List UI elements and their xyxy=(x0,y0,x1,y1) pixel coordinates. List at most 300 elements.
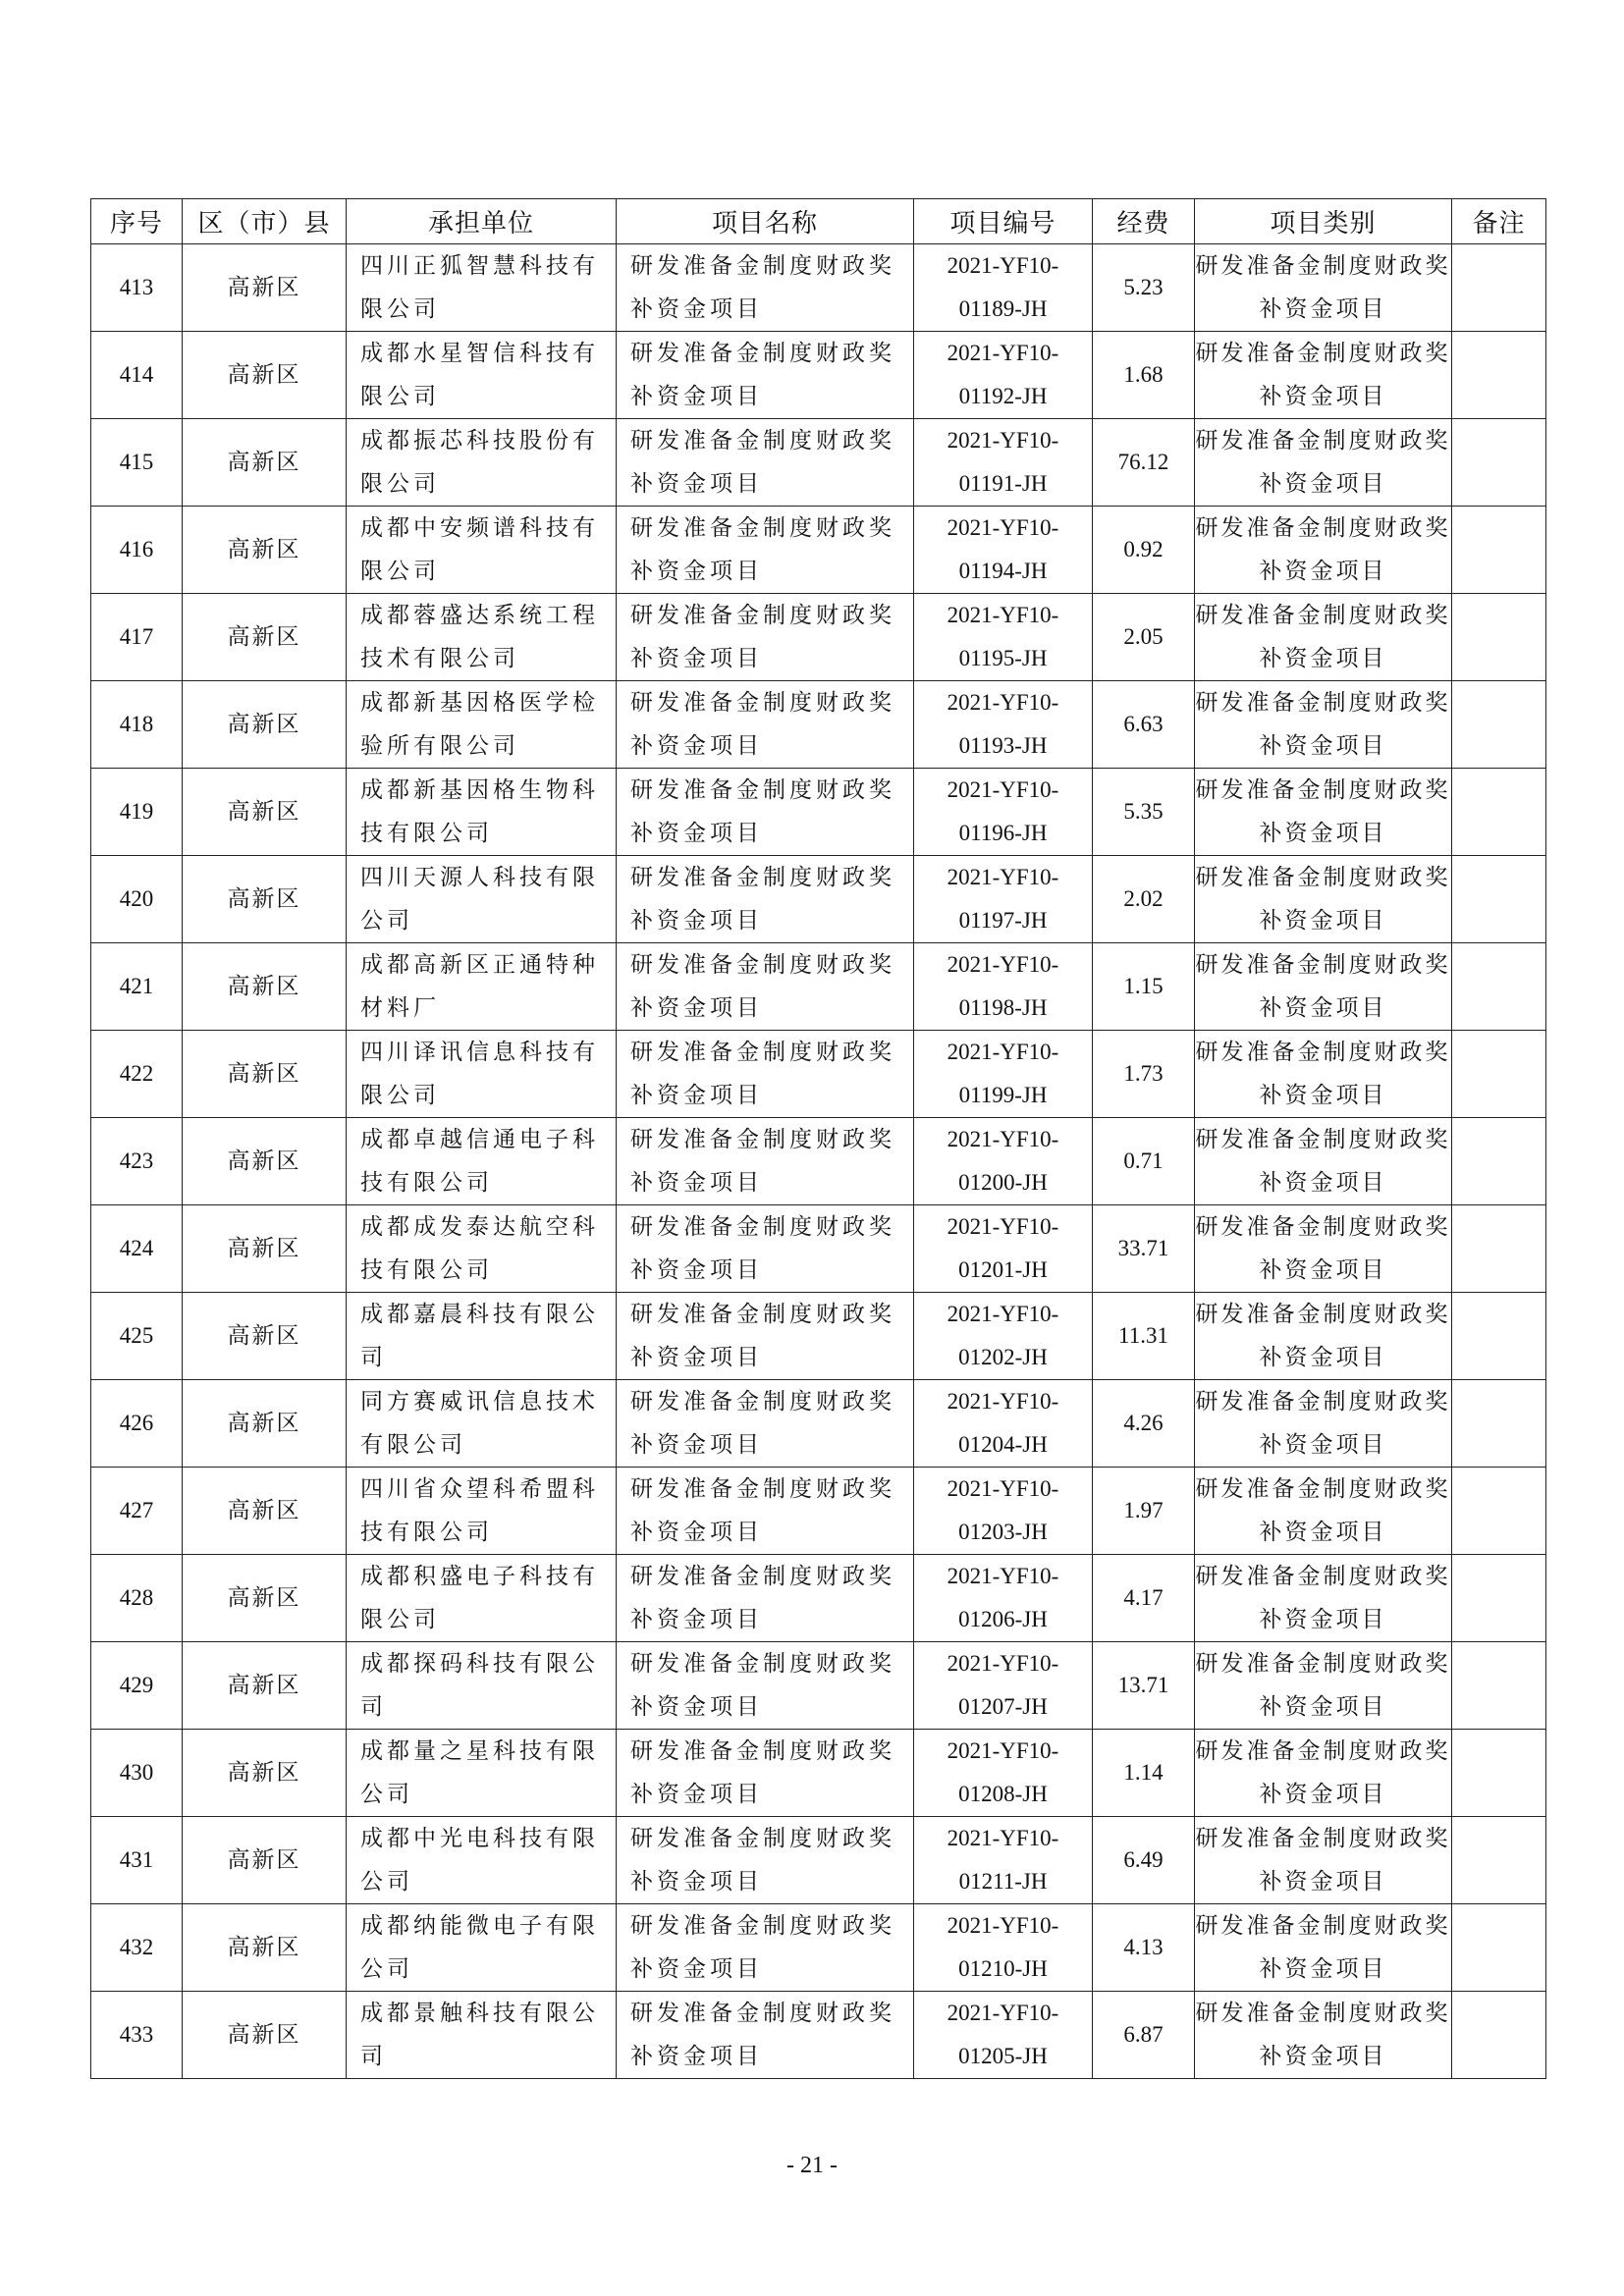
cell-fund: 5.35 xyxy=(1093,769,1195,856)
cell-unit xyxy=(347,1293,617,1380)
table-row xyxy=(91,1904,1546,1992)
project-code-line-2: 01202-JH xyxy=(958,1345,1048,1369)
cell-county: 高新区 xyxy=(183,1380,347,1468)
cell-project-code xyxy=(914,507,1093,594)
cell-unit xyxy=(347,1118,617,1205)
project-code-line-2: 01194-JH xyxy=(958,559,1048,583)
cell-unit-text: 成都蓉盛达系统工程技术有限公司 xyxy=(360,603,599,671)
cell-category xyxy=(1195,1904,1452,1992)
header-fund: 经费 xyxy=(1093,199,1195,244)
cell-project-name-text: 研发准备金制度财政奖补资金项目 xyxy=(630,777,895,846)
cell-unit xyxy=(347,1904,617,1992)
cell-project-code xyxy=(914,1205,1093,1293)
cell-fund: 5.23 xyxy=(1093,244,1195,332)
cell-project-code xyxy=(914,1817,1093,1904)
cell-fund: 2.05 xyxy=(1093,594,1195,681)
cell-category xyxy=(1195,1730,1452,1817)
cell-project-name-text: 研发准备金制度财政奖补资金项目 xyxy=(630,690,895,759)
cell-project-name-text: 研发准备金制度财政奖补资金项目 xyxy=(630,1826,895,1895)
cell-project-name-text: 研发准备金制度财政奖补资金项目 xyxy=(630,341,895,409)
cell-category-text: 研发准备金制度财政奖补资金项目 xyxy=(1195,515,1451,584)
cell-project-code xyxy=(914,1555,1093,1642)
cell-category-text: 研发准备金制度财政奖补资金项目 xyxy=(1195,1389,1451,1458)
cell-unit xyxy=(347,332,617,419)
table-row xyxy=(91,856,1546,943)
cell-fund: 2.02 xyxy=(1093,856,1195,943)
project-code-line-2: 01195-JH xyxy=(958,646,1048,670)
cell-note xyxy=(1452,1205,1546,1293)
project-code-line-2: 01192-JH xyxy=(958,384,1048,408)
cell-category-text: 研发准备金制度财政奖补资金项目 xyxy=(1195,1738,1451,1807)
cell-project-name-text: 研发准备金制度财政奖补资金项目 xyxy=(630,1040,895,1108)
cell-seq: 432 xyxy=(91,1904,183,1992)
table-row xyxy=(91,419,1546,507)
project-code-line-2: 01193-JH xyxy=(958,733,1048,758)
project-code-line-1: 2021-YF10- xyxy=(947,1389,1059,1414)
cell-unit-text: 四川天源人科技有限公司 xyxy=(360,865,599,934)
cell-category-text: 研发准备金制度财政奖补资金项目 xyxy=(1195,1651,1451,1720)
cell-project-name xyxy=(617,1468,914,1555)
table-row xyxy=(91,594,1546,681)
cell-unit-text: 成都成发泰达航空科技有限公司 xyxy=(360,1214,599,1283)
cell-category xyxy=(1195,419,1452,507)
page-number: - 21 - xyxy=(786,2153,838,2178)
cell-county: 高新区 xyxy=(183,332,347,419)
cell-unit-text: 四川省众望科希盟科技有限公司 xyxy=(360,1476,599,1545)
cell-category-text: 研发准备金制度财政奖补资金项目 xyxy=(1195,1214,1451,1283)
cell-category-text: 研发准备金制度财政奖补资金项目 xyxy=(1195,865,1451,934)
cell-category xyxy=(1195,769,1452,856)
cell-project-name-text: 研发准备金制度财政奖补资金项目 xyxy=(630,1214,895,1283)
cell-county: 高新区 xyxy=(183,1555,347,1642)
cell-seq: 423 xyxy=(91,1118,183,1205)
project-code-line-1: 2021-YF10- xyxy=(947,865,1059,889)
cell-unit-text: 成都卓越信通电子科技有限公司 xyxy=(360,1127,599,1196)
cell-note xyxy=(1452,332,1546,419)
cell-county: 高新区 xyxy=(183,1031,347,1118)
cell-unit-text: 成都景触科技有限公司 xyxy=(360,2001,599,2069)
cell-project-name xyxy=(617,1730,914,1817)
cell-category xyxy=(1195,681,1452,769)
project-code-line-2: 01200-JH xyxy=(958,1170,1048,1195)
header-unit: 承担单位 xyxy=(347,199,617,244)
table-row xyxy=(91,1642,1546,1730)
cell-category xyxy=(1195,332,1452,419)
cell-fund: 0.92 xyxy=(1093,507,1195,594)
cell-seq: 416 xyxy=(91,507,183,594)
cell-project-code xyxy=(914,1642,1093,1730)
table-row xyxy=(91,1293,1546,1380)
cell-unit-text: 成都新基因格生物科技有限公司 xyxy=(360,777,599,846)
cell-note xyxy=(1452,594,1546,681)
header-county: 区（市）县 xyxy=(183,199,347,244)
cell-project-name xyxy=(617,1992,914,2079)
cell-county: 高新区 xyxy=(183,1904,347,1992)
cell-project-name-text: 研发准备金制度财政奖补资金项目 xyxy=(630,1302,895,1370)
cell-unit xyxy=(347,1555,617,1642)
table-row xyxy=(91,769,1546,856)
cell-project-name xyxy=(617,856,914,943)
cell-unit-text: 成都中光电科技有限公司 xyxy=(360,1826,599,1895)
cell-project-code xyxy=(914,244,1093,332)
project-code-line-1: 2021-YF10- xyxy=(947,1040,1059,1064)
cell-category-text: 研发准备金制度财政奖补资金项目 xyxy=(1195,1913,1451,1982)
cell-note xyxy=(1452,1555,1546,1642)
project-code-line-1: 2021-YF10- xyxy=(947,690,1059,715)
table-row xyxy=(91,1817,1546,1904)
project-code-line-1: 2021-YF10- xyxy=(947,952,1059,977)
table-row xyxy=(91,1468,1546,1555)
cell-note xyxy=(1452,1817,1546,1904)
cell-seq: 428 xyxy=(91,1555,183,1642)
cell-unit xyxy=(347,1730,617,1817)
cell-note xyxy=(1452,507,1546,594)
cell-project-name xyxy=(617,769,914,856)
project-code-line-1: 2021-YF10- xyxy=(947,253,1059,278)
cell-note xyxy=(1452,943,1546,1031)
cell-project-code xyxy=(914,1468,1093,1555)
cell-note xyxy=(1452,244,1546,332)
project-code-line-2: 01189-JH xyxy=(958,296,1048,321)
project-code-line-1: 2021-YF10- xyxy=(947,428,1059,453)
cell-category xyxy=(1195,507,1452,594)
cell-category xyxy=(1195,244,1452,332)
cell-fund: 13.71 xyxy=(1093,1642,1195,1730)
cell-note xyxy=(1452,681,1546,769)
cell-project-name xyxy=(617,332,914,419)
cell-project-code xyxy=(914,681,1093,769)
table-row xyxy=(91,1031,1546,1118)
cell-county: 高新区 xyxy=(183,1468,347,1555)
project-code-line-1: 2021-YF10- xyxy=(947,1651,1059,1676)
cell-note xyxy=(1452,1992,1546,2079)
cell-county: 高新区 xyxy=(183,244,347,332)
cell-note xyxy=(1452,1642,1546,1730)
cell-unit xyxy=(347,1992,617,2079)
cell-project-name-text: 研发准备金制度财政奖补资金项目 xyxy=(630,253,895,322)
project-code-line-1: 2021-YF10- xyxy=(947,1476,1059,1501)
project-code-line-2: 01197-JH xyxy=(958,908,1048,933)
cell-category-text: 研发准备金制度财政奖补资金项目 xyxy=(1195,341,1451,409)
cell-county: 高新区 xyxy=(183,856,347,943)
table-row xyxy=(91,1730,1546,1817)
cell-fund: 6.87 xyxy=(1093,1992,1195,2079)
cell-project-name xyxy=(617,1031,914,1118)
cell-project-name-text: 研发准备金制度财政奖补资金项目 xyxy=(630,1476,895,1545)
project-code-line-1: 2021-YF10- xyxy=(947,2001,1059,2025)
project-code-line-1: 2021-YF10- xyxy=(947,1214,1059,1239)
cell-project-code xyxy=(914,1730,1093,1817)
project-code-line-2: 01206-JH xyxy=(958,1607,1048,1631)
project-code-line-1: 2021-YF10- xyxy=(947,777,1059,802)
cell-county: 高新区 xyxy=(183,594,347,681)
cell-county: 高新区 xyxy=(183,1205,347,1293)
cell-unit-text: 成都振芯科技股份有限公司 xyxy=(360,428,599,497)
project-code-line-2: 01203-JH xyxy=(958,1520,1048,1544)
cell-note xyxy=(1452,1118,1546,1205)
cell-note xyxy=(1452,1031,1546,1118)
header-project-code: 项目编号 xyxy=(914,199,1093,244)
cell-project-name-text: 研发准备金制度财政奖补资金项目 xyxy=(630,1651,895,1720)
project-code-line-1: 2021-YF10- xyxy=(947,1738,1059,1763)
cell-project-name xyxy=(617,1293,914,1380)
project-code-line-1: 2021-YF10- xyxy=(947,1127,1059,1151)
cell-seq: 426 xyxy=(91,1380,183,1468)
cell-category-text: 研发准备金制度财政奖补资金项目 xyxy=(1195,253,1451,322)
cell-unit-text: 成都高新区正通特种材料厂 xyxy=(360,952,599,1021)
cell-project-code xyxy=(914,1992,1093,2079)
cell-unit xyxy=(347,244,617,332)
cell-category xyxy=(1195,1293,1452,1380)
cell-seq: 429 xyxy=(91,1642,183,1730)
cell-project-name xyxy=(617,681,914,769)
cell-category-text: 研发准备金制度财政奖补资金项目 xyxy=(1195,1564,1451,1632)
cell-county: 高新区 xyxy=(183,681,347,769)
project-table xyxy=(90,198,1546,2079)
project-code-line-2: 01196-JH xyxy=(958,821,1048,845)
cell-fund: 1.14 xyxy=(1093,1730,1195,1817)
cell-project-code xyxy=(914,419,1093,507)
cell-project-name xyxy=(617,1555,914,1642)
cell-county: 高新区 xyxy=(183,769,347,856)
cell-county: 高新区 xyxy=(183,1118,347,1205)
table-row xyxy=(91,332,1546,419)
cell-seq: 418 xyxy=(91,681,183,769)
cell-unit xyxy=(347,769,617,856)
cell-project-code xyxy=(914,1031,1093,1118)
cell-project-name xyxy=(617,244,914,332)
cell-note xyxy=(1452,1730,1546,1817)
table-row xyxy=(91,1205,1546,1293)
cell-category-text: 研发准备金制度财政奖补资金项目 xyxy=(1195,1127,1451,1196)
project-code-line-2: 01204-JH xyxy=(958,1432,1048,1457)
cell-project-code xyxy=(914,1380,1093,1468)
cell-project-code xyxy=(914,856,1093,943)
project-code-line-1: 2021-YF10- xyxy=(947,1913,1059,1938)
cell-seq: 415 xyxy=(91,419,183,507)
header-category: 项目类别 xyxy=(1195,199,1452,244)
cell-project-name xyxy=(617,1904,914,1992)
cell-unit xyxy=(347,1205,617,1293)
cell-category-text: 研发准备金制度财政奖补资金项目 xyxy=(1195,1302,1451,1370)
cell-county: 高新区 xyxy=(183,1642,347,1730)
project-code-line-2: 01208-JH xyxy=(958,1782,1048,1806)
cell-project-name xyxy=(617,1380,914,1468)
cell-project-name xyxy=(617,1205,914,1293)
cell-fund: 1.97 xyxy=(1093,1468,1195,1555)
cell-unit-text: 成都积盛电子科技有限公司 xyxy=(360,1564,599,1632)
cell-project-code xyxy=(914,943,1093,1031)
cell-unit-text: 成都探码科技有限公司 xyxy=(360,1651,599,1720)
project-code-line-2: 01198-JH xyxy=(958,995,1048,1020)
project-code-line-2: 01210-JH xyxy=(958,1956,1048,1981)
cell-fund: 1.68 xyxy=(1093,332,1195,419)
cell-unit-text: 成都水星智信科技有限公司 xyxy=(360,341,599,409)
project-code-line-2: 01207-JH xyxy=(958,1694,1048,1719)
table-row xyxy=(91,943,1546,1031)
cell-category xyxy=(1195,1380,1452,1468)
cell-seq: 414 xyxy=(91,332,183,419)
cell-category-text: 研发准备金制度财政奖补资金项目 xyxy=(1195,1040,1451,1108)
cell-seq: 420 xyxy=(91,856,183,943)
project-code-line-2: 01199-JH xyxy=(958,1083,1048,1107)
project-code-line-2: 01201-JH xyxy=(958,1257,1048,1282)
cell-category-text: 研发准备金制度财政奖补资金项目 xyxy=(1195,690,1451,759)
cell-category xyxy=(1195,1642,1452,1730)
cell-project-name xyxy=(617,419,914,507)
cell-project-name-text: 研发准备金制度财政奖补资金项目 xyxy=(630,952,895,1021)
table-row xyxy=(91,1555,1546,1642)
project-code-line-1: 2021-YF10- xyxy=(947,1302,1059,1326)
cell-unit xyxy=(347,1380,617,1468)
cell-project-name xyxy=(617,507,914,594)
cell-fund: 76.12 xyxy=(1093,419,1195,507)
cell-fund: 1.15 xyxy=(1093,943,1195,1031)
project-code-line-2: 01211-JH xyxy=(958,1869,1048,1894)
project-code-line-1: 2021-YF10- xyxy=(947,515,1059,540)
cell-project-name-text: 研发准备金制度财政奖补资金项目 xyxy=(630,603,895,671)
project-code-line-1: 2021-YF10- xyxy=(947,1564,1059,1588)
project-code-line-1: 2021-YF10- xyxy=(947,341,1059,365)
cell-category xyxy=(1195,1817,1452,1904)
cell-unit xyxy=(347,681,617,769)
cell-project-name xyxy=(617,594,914,681)
cell-category-text: 研发准备金制度财政奖补资金项目 xyxy=(1195,1476,1451,1545)
cell-category-text: 研发准备金制度财政奖补资金项目 xyxy=(1195,1826,1451,1895)
cell-project-name xyxy=(617,1118,914,1205)
cell-project-name-text: 研发准备金制度财政奖补资金项目 xyxy=(630,1127,895,1196)
header-seq: 序号 xyxy=(91,199,183,244)
cell-unit xyxy=(347,943,617,1031)
cell-county: 高新区 xyxy=(183,1730,347,1817)
cell-category xyxy=(1195,594,1452,681)
table-row xyxy=(91,1118,1546,1205)
cell-unit-text: 成都量之星科技有限公司 xyxy=(360,1738,599,1807)
cell-fund: 0.71 xyxy=(1093,1118,1195,1205)
cell-project-name xyxy=(617,1642,914,1730)
table-row xyxy=(91,1992,1546,2079)
cell-project-code xyxy=(914,769,1093,856)
cell-project-name-text: 研发准备金制度财政奖补资金项目 xyxy=(630,428,895,497)
cell-project-code xyxy=(914,1904,1093,1992)
cell-project-name-text: 研发准备金制度财政奖补资金项目 xyxy=(630,2001,895,2069)
cell-seq: 422 xyxy=(91,1031,183,1118)
cell-unit xyxy=(347,1817,617,1904)
cell-project-name-text: 研发准备金制度财政奖补资金项目 xyxy=(630,1389,895,1458)
cell-unit xyxy=(347,507,617,594)
cell-project-name-text: 研发准备金制度财政奖补资金项目 xyxy=(630,865,895,934)
cell-note xyxy=(1452,856,1546,943)
cell-note xyxy=(1452,1904,1546,1992)
cell-fund: 4.13 xyxy=(1093,1904,1195,1992)
cell-category xyxy=(1195,1118,1452,1205)
cell-unit-text: 成都中安频谱科技有限公司 xyxy=(360,515,599,584)
cell-category-text: 研发准备金制度财政奖补资金项目 xyxy=(1195,2001,1451,2069)
cell-county: 高新区 xyxy=(183,507,347,594)
cell-seq: 419 xyxy=(91,769,183,856)
cell-unit-text: 四川译讯信息科技有限公司 xyxy=(360,1040,599,1108)
cell-fund: 6.49 xyxy=(1093,1817,1195,1904)
project-code-line-1: 2021-YF10- xyxy=(947,1826,1059,1850)
cell-category-text: 研发准备金制度财政奖补资金项目 xyxy=(1195,952,1451,1021)
cell-seq: 413 xyxy=(91,244,183,332)
cell-unit-text: 成都嘉晨科技有限公司 xyxy=(360,1302,599,1370)
cell-unit xyxy=(347,594,617,681)
cell-note xyxy=(1452,419,1546,507)
header-note: 备注 xyxy=(1452,199,1546,244)
cell-category-text: 研发准备金制度财政奖补资金项目 xyxy=(1195,777,1451,846)
cell-note xyxy=(1452,1380,1546,1468)
cell-fund: 11.31 xyxy=(1093,1293,1195,1380)
cell-project-code xyxy=(914,1293,1093,1380)
cell-county: 高新区 xyxy=(183,943,347,1031)
cell-fund: 6.63 xyxy=(1093,681,1195,769)
cell-project-name-text: 研发准备金制度财政奖补资金项目 xyxy=(630,1738,895,1807)
project-code-line-2: 01205-JH xyxy=(958,2044,1048,2068)
cell-project-code xyxy=(914,332,1093,419)
cell-unit-text: 成都新基因格医学检验所有限公司 xyxy=(360,690,599,759)
cell-category-text: 研发准备金制度财政奖补资金项目 xyxy=(1195,428,1451,497)
cell-category-text: 研发准备金制度财政奖补资金项目 xyxy=(1195,603,1451,671)
cell-seq: 430 xyxy=(91,1730,183,1817)
cell-unit xyxy=(347,419,617,507)
cell-project-name-text: 研发准备金制度财政奖补资金项目 xyxy=(630,1913,895,1982)
cell-category xyxy=(1195,943,1452,1031)
cell-project-name xyxy=(617,943,914,1031)
cell-unit-text: 同方赛威讯信息技术有限公司 xyxy=(360,1389,599,1458)
cell-category xyxy=(1195,1555,1452,1642)
cell-category xyxy=(1195,1992,1452,2079)
project-code-line-1: 2021-YF10- xyxy=(947,603,1059,627)
cell-fund: 4.17 xyxy=(1093,1555,1195,1642)
cell-fund: 33.71 xyxy=(1093,1205,1195,1293)
cell-note xyxy=(1452,1468,1546,1555)
cell-project-code xyxy=(914,1118,1093,1205)
cell-county: 高新区 xyxy=(183,1992,347,2079)
cell-seq: 421 xyxy=(91,943,183,1031)
cell-unit xyxy=(347,1468,617,1555)
cell-category xyxy=(1195,1205,1452,1293)
cell-county: 高新区 xyxy=(183,419,347,507)
cell-seq: 427 xyxy=(91,1468,183,1555)
cell-project-name-text: 研发准备金制度财政奖补资金项目 xyxy=(630,515,895,584)
cell-fund: 1.73 xyxy=(1093,1031,1195,1118)
cell-unit-text: 四川正狐智慧科技有限公司 xyxy=(360,253,599,322)
cell-seq: 425 xyxy=(91,1293,183,1380)
header-project-name: 项目名称 xyxy=(617,199,914,244)
cell-county: 高新区 xyxy=(183,1817,347,1904)
cell-category xyxy=(1195,1468,1452,1555)
cell-fund: 4.26 xyxy=(1093,1380,1195,1468)
cell-category xyxy=(1195,1031,1452,1118)
cell-unit xyxy=(347,856,617,943)
cell-seq: 431 xyxy=(91,1817,183,1904)
cell-seq: 417 xyxy=(91,594,183,681)
table-header-row xyxy=(91,199,1546,244)
cell-seq: 424 xyxy=(91,1205,183,1293)
cell-project-name-text: 研发准备金制度财政奖补资金项目 xyxy=(630,1564,895,1632)
cell-note xyxy=(1452,1293,1546,1380)
cell-category xyxy=(1195,856,1452,943)
table-row xyxy=(91,1380,1546,1468)
cell-unit xyxy=(347,1642,617,1730)
cell-unit-text: 成都纳能微电子有限公司 xyxy=(360,1913,599,1982)
cell-project-code xyxy=(914,594,1093,681)
table-row xyxy=(91,244,1546,332)
table-body xyxy=(91,244,1546,2079)
cell-unit xyxy=(347,1031,617,1118)
cell-seq: 433 xyxy=(91,1992,183,2079)
